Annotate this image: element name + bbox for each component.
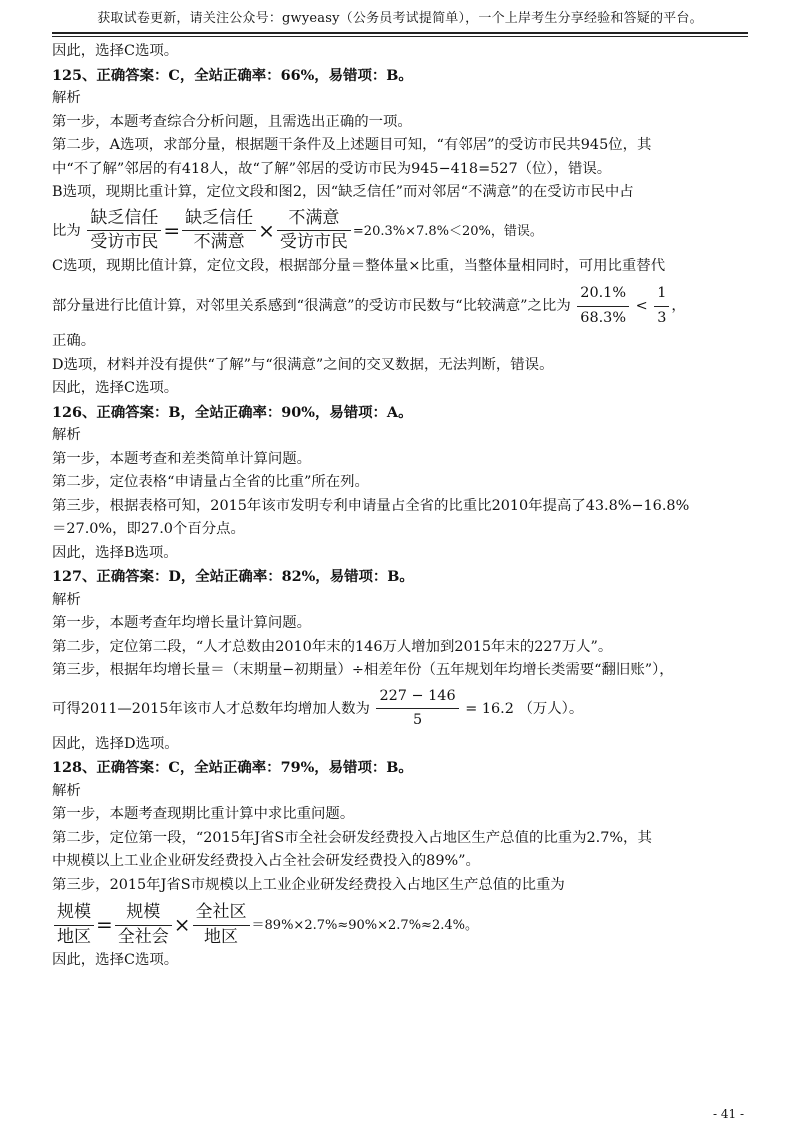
fraction-unsatisfied-over-respondents: $\frac{\text{不满意}}{\text{受访市民}}$: [277, 207, 351, 255]
conclusion-line: 因此，选择C选项。: [52, 952, 179, 968]
formula-line: $\frac{\text{规模}}{\text{地区}}$ = $\frac{\text{规模}}{\text{全社会}}$ × $\frac{\text{全社区}}{\text{地区}}$ ＝89%×2.7%≈90%×2.7%≈2.4%。: [52, 901, 754, 949]
step-line: 第一步，本题考查和差类简单计算问题。: [52, 450, 312, 467]
step-line: 第一步，本题考查现期比重计算中求比重问题。: [52, 806, 355, 822]
answer-heading-127: 127、正确答案：D，全站正确率：82%，易错项：B。: [52, 568, 414, 585]
formula-result: ＝89%×2.7%≈90%×2.7%≈2.4%。: [251, 918, 478, 933]
step-line: 第三步，根据表格可知，2015年该市发明专利申请量占全省的比重比2010年提高了43.8%−16.8%: [52, 497, 690, 514]
conclusion-line: 因此，选择C选项。: [52, 43, 179, 59]
conclusion-line: 因此，选择D选项。: [52, 735, 179, 752]
conclusion-line: 因此，选择C选项。: [52, 380, 179, 396]
step-line: ＝27.0%，即27.0个百分点。: [52, 521, 245, 537]
fraction-percent-ratio: $\frac{20.1\%}{68.3\%}$: [577, 282, 629, 330]
answer-heading-126: 126、正确答案：B，全站正确率：90%，易错项：A。: [52, 403, 413, 421]
page-header: 获取试卷更新，请关注公众号：gwyeasy（公务员考试提简单），一个上岸考生分享经验和答疑的平台。: [97, 11, 703, 26]
fraction-society-over-region: $\frac{\text{全社区}}{\text{地区}}$: [193, 901, 250, 949]
step-line: 第三步，2015年J省S市规模以上工业企业研发经费投入占地区生产总值的比重为: [52, 876, 565, 893]
step-line: C选项，现期比值计算，定位文段，根据部分量＝整体量×比重，当整体量相同时，可用比重替代: [52, 257, 666, 274]
fraction-scale-over-region: $\frac{\text{规模}}{\text{地区}}$: [54, 901, 94, 949]
analysis-label: 解析: [52, 591, 81, 608]
formula-line: 可得2011—2015年该市人才总数年均增加人数为 $\frac{227 - 146}{5}$ = 16.2 （万人）。: [52, 685, 754, 733]
analysis-label: 解析: [52, 90, 81, 106]
document-body: [52, 40, 754, 973]
analysis-label: 解析: [52, 782, 81, 799]
step-line: 第一步，本题考查年均增长量计算问题。: [52, 615, 312, 631]
conclusion-line: 因此，选择B选项。: [52, 544, 178, 561]
page-number: - 41 -: [712, 1107, 744, 1121]
answer-heading-128: 128、正确答案：C，全站正确率：79%，易错项：B。: [52, 759, 413, 776]
answer-heading-125: 125、正确答案：C，全站正确率：66%，易错项：B。: [52, 66, 413, 84]
analysis-label: 解析: [52, 427, 81, 443]
formula-line: 部分量进行比值计算，对邻里关系感到“很满意”的受访市民数与“比较满意”之比为 $\frac{20.1\%}{68.3\%}$ < $\frac{1}{3}$ ，: [52, 282, 754, 330]
step-line: 第二步，A选项，求部分量，根据题干条件及上述题目可知，“有邻居”的受访市民共945位，其: [52, 137, 652, 153]
formula-line: 比为 $\frac{\text{缺乏信任}}{\text{受访市民}}$ = $\frac{\text{缺乏信任}}{\text{不满意}}$ × $\frac{\text{不满意}}{\text{受访市民}}$ =20.3%×7.8%＜20%，错误。: [52, 207, 754, 255]
step-line: D选项，材料并没有提供“了解”与“很满意”之间的交叉数据，无法判断，错误。: [52, 356, 554, 373]
step-line: 中规模以上工业企业研发经费投入占全社会研发经费投入的89%”。: [52, 853, 480, 869]
formula-prefix: 比为: [52, 222, 81, 239]
step-line: 第三步，根据年均增长量＝（末期量−初期量）÷相差年份（五年规划年均增长类需要“翻旧账”），: [52, 662, 674, 678]
step-line: 正确。: [52, 333, 96, 349]
step-line: 第二步，定位第二段，“人才总数由2010年末的146万人增加到2015年末的227万人”。: [52, 638, 613, 655]
step-line: B选项，现期比重计算，定位文段和图2，因“缺乏信任”而对邻居“不满意”的在受访市民中占: [52, 184, 634, 200]
step-line: 第二步，定位第一段，“2015年J省S市全社会研发经费投入占地区生产总值的比重为2.7%，其: [52, 829, 652, 846]
fraction-lack-trust-over-unsatisfied: $\frac{\text{缺乏信任}}{\text{不满意}}$: [182, 207, 256, 255]
fraction-scale-over-society: $\frac{\text{规模}}{\text{全社会}}$: [115, 901, 172, 949]
fraction-lack-trust-over-respondents: $\frac{\text{缺乏信任}}{\text{受访市民}}$: [87, 207, 161, 255]
header-rule-thin: [52, 36, 748, 37]
header-rule: [52, 32, 748, 34]
step-line: 第二步，定位表格“申请量占全省的比重”所在列。: [52, 474, 369, 490]
fraction-annual-growth: $\frac{227 - 146}{5}$: [376, 685, 458, 733]
step-line: 中“不了解”邻居的有418人，故“了解”邻居的受访市民为945−418=527（位），错误。: [52, 160, 612, 177]
formula-result: =20.3%×7.8%＜20%，错误。: [352, 223, 543, 239]
formula-prefix: 部分量进行比值计算，对邻里关系感到“很满意”的受访市民数与“比较满意”之比为: [52, 298, 571, 314]
step-line: 第一步，本题考查综合分析问题，且需选出正确的一项。: [52, 113, 412, 130]
formula-prefix: 可得2011—2015年该市人才总数年均增加人数为: [52, 700, 370, 717]
fraction-one-third: $\frac{1}{3}$: [654, 282, 669, 330]
